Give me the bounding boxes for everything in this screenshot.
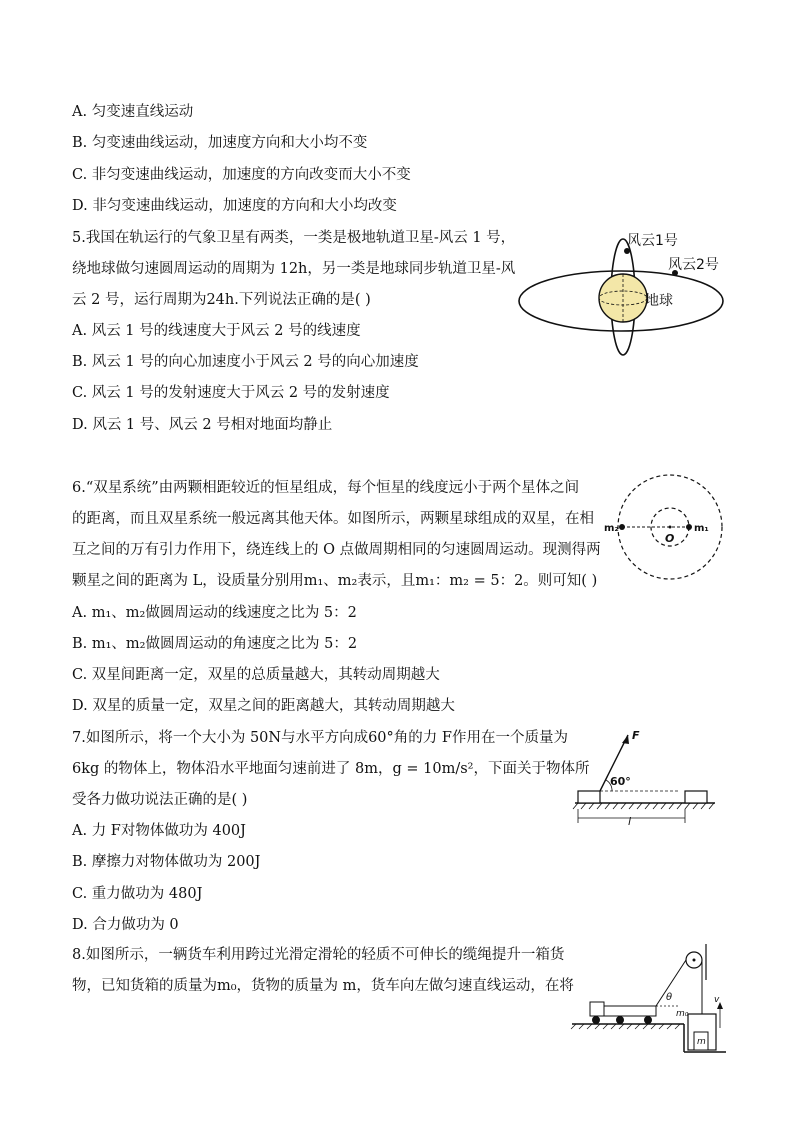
q4-option-b: B. 匀变速曲线运动，加速度方向和大小均不变 bbox=[72, 135, 368, 151]
q6-option-c: C. 双星间距离一定，双星的总质量越大，其转动周期越大 bbox=[72, 667, 440, 683]
truck-bed bbox=[604, 1006, 656, 1016]
center-point bbox=[669, 526, 672, 529]
q7-option-b: B. 摩擦力对物体做功为 200J bbox=[72, 854, 261, 870]
sat1-label: 风云1号 bbox=[627, 233, 678, 249]
q7-option-d: D. 合力做功为 0 bbox=[72, 917, 179, 933]
q4-option-a: A. 匀变速直线运动 bbox=[72, 104, 194, 120]
q5-satellite-figure bbox=[515, 225, 730, 364]
arrowhead-icon bbox=[622, 735, 629, 744]
wheel-icon bbox=[592, 1016, 600, 1024]
q6-stem-line-1: 6.“双星系统”由两颗相距较近的恒星组成，每个恒星的线度远小于两个星体之间 bbox=[72, 480, 580, 496]
m-label: m bbox=[697, 1037, 706, 1047]
wheel-icon bbox=[616, 1016, 624, 1024]
force-label: F bbox=[632, 729, 640, 742]
q6-stem-line-4: 颗星之间的距离为 L，设质量分别用m₁、m₂表示，且m₁：m₂ = 5：2。则可知( ) bbox=[72, 573, 598, 589]
truck-cab bbox=[590, 1002, 604, 1016]
q5-stem-line-2: 绕地球做匀速圆周运动的周期为 12h，另一类是地球同步轨道卫星-风 bbox=[72, 261, 516, 277]
m1-label: m₁ bbox=[694, 523, 709, 534]
wheel-icon bbox=[644, 1016, 652, 1024]
q8-stem-line-2: 物，已知货箱的质量为m₀，货物的质量为 m，货车向左做匀速直线运动，在将 bbox=[72, 978, 574, 994]
q7-option-a: A. 力 F对物体做功为 400J bbox=[72, 823, 246, 839]
q4-option-d: D. 非匀变速曲线运动，加速度的方向和大小均改变 bbox=[72, 198, 397, 214]
q4-option-c: C. 非匀变速曲线运动，加速度的方向改变而大小不变 bbox=[72, 167, 411, 183]
q7-stem-line-2: 6kg 的物体上，物体沿水平地面匀速前进了 8m，g = 10m/s²，下面关于物体所 bbox=[72, 761, 590, 777]
m1-star-icon bbox=[686, 524, 692, 530]
q7-stem-line-1: 7.如图所示，将一个大小为 50N与水平方向成60°角的力 F作用在一个质量为 bbox=[72, 730, 568, 746]
earth-label: 地球 bbox=[645, 293, 673, 309]
q5-option-b: B. 风云 1 号的向心加速度小于风云 2 号的向心加速度 bbox=[72, 354, 419, 370]
q6-binary-star-figure bbox=[598, 470, 728, 589]
q8-truck-pulley-figure bbox=[568, 940, 728, 1059]
q8-stem-line-1: 8.如图所示，一辆货车利用跨过光滑定滑轮的轻质不可伸长的缆绳提升一箱货 bbox=[72, 947, 565, 963]
v-label: v bbox=[714, 995, 720, 1005]
q5-stem-line-3: 云 2 号，运行周期为24h.下列说法正确的是( ) bbox=[72, 292, 371, 308]
q5-option-d: D. 风云 1 号、风云 2 号相对地面均静止 bbox=[72, 417, 333, 433]
m0-label: m₀ bbox=[676, 1009, 689, 1019]
q7-option-c: C. 重力做功为 480J bbox=[72, 886, 203, 902]
q7-stem-line-3: 受各力做功说法正确的是( ) bbox=[72, 792, 248, 808]
length-label: l bbox=[628, 815, 632, 828]
block-start bbox=[578, 791, 600, 803]
q6-option-d: D. 双星的质量一定，双星之间的距离越大，其转动周期越大 bbox=[72, 698, 455, 714]
q6-option-b: B. m₁、m₂做圆周运动的角速度之比为 5：2 bbox=[72, 636, 358, 652]
sat2-label: 风云2号 bbox=[668, 257, 719, 273]
q7-force-figure bbox=[570, 725, 720, 834]
m2-label: m₂ bbox=[604, 523, 619, 534]
q5-stem-line-1: 5.我国在轨运行的气象卫星有两类，一类是极地轨道卫星-风云 1 号， bbox=[72, 230, 516, 246]
m2-star-icon bbox=[619, 524, 625, 530]
o-label: O bbox=[665, 532, 675, 545]
q6-option-a: A. m₁、m₂做圆周运动的线速度之比为 5：2 bbox=[72, 605, 357, 621]
q5-option-c: C. 风云 1 号的发射速度大于风云 2 号的发射速度 bbox=[72, 385, 390, 401]
q6-stem-line-2: 的距离，而且双星系统一般远离其他天体。如图所示，两颗星球组成的双星，在相 bbox=[72, 511, 594, 527]
theta-label: θ bbox=[666, 992, 673, 1003]
q6-stem-line-3: 互之间的万有引力作用下，绕连线上的 O 点做周期相同的匀速圆周运动。现测得两 bbox=[72, 542, 601, 558]
q5-option-a: A. 风云 1 号的线速度大于风云 2 号的线速度 bbox=[72, 323, 361, 339]
block-end bbox=[685, 791, 707, 803]
angle-label: 60° bbox=[610, 775, 631, 788]
